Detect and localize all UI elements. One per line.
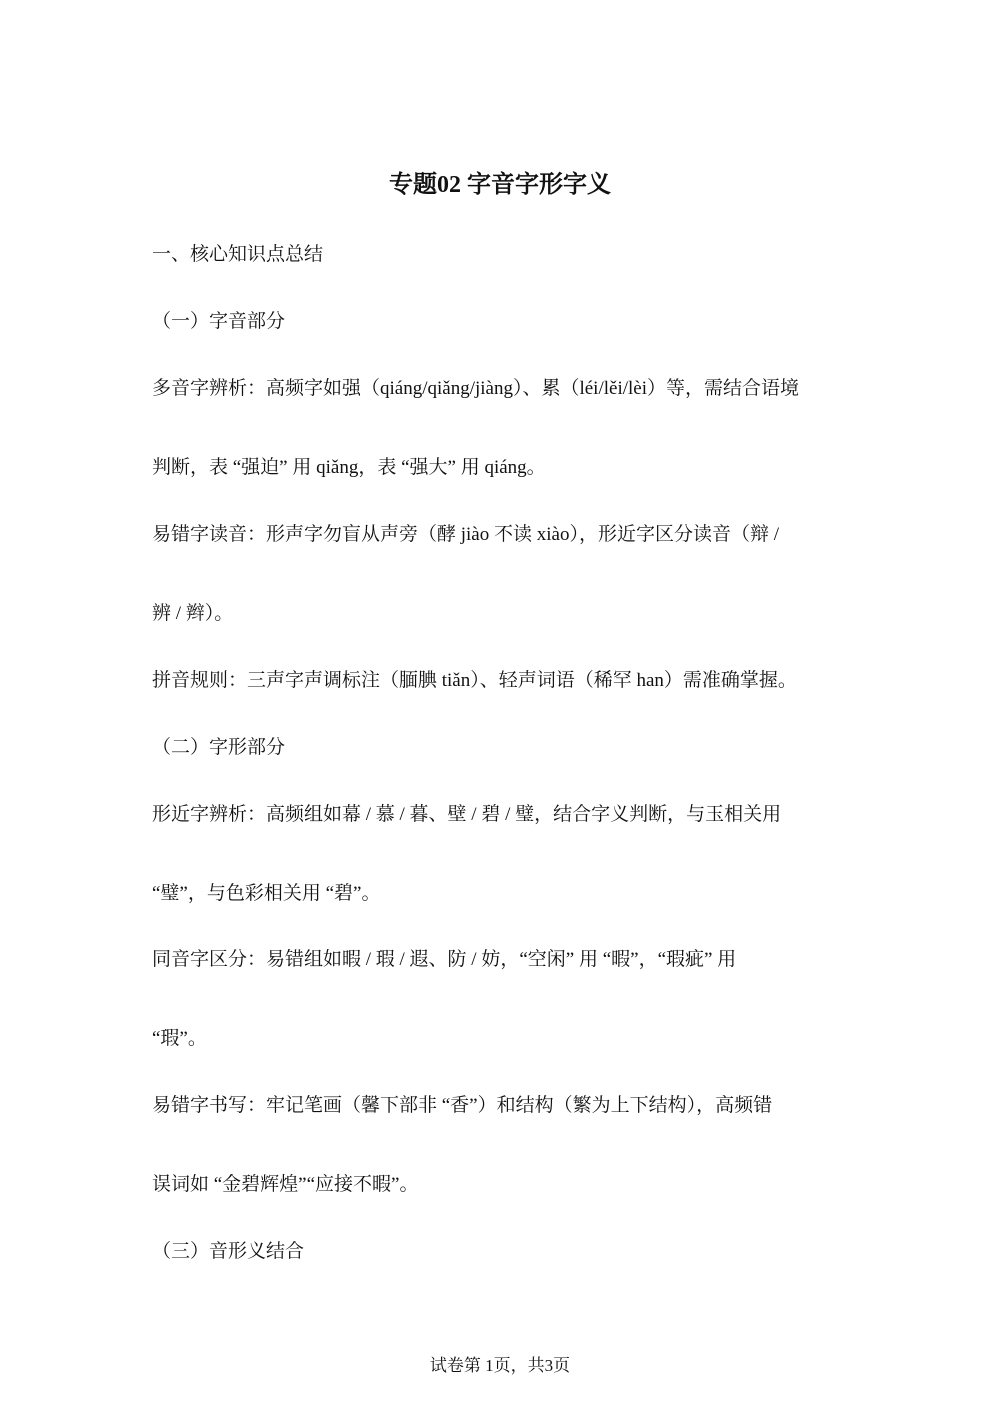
paragraph-homophone-line-1: 同音字区分：易错组如暇 / 瑕 / 遐、防 / 妨，“空闲” 用 “暇”，“瑕疵” 用 (152, 949, 737, 970)
subsection-heading-combined: （三）音形义结合 (152, 1241, 305, 1262)
paragraph-writing-line-2: 误词如 “金碧辉煌”“应接不暇”。 (152, 1174, 419, 1195)
paragraph-polyphonic-line-2: 判断，表 “强迫” 用 qiǎng，表 “强大” 用 qiáng。 (152, 457, 546, 478)
paragraph-polyphonic-line-1: 多音字辨析：高频字如强（qiáng/qiǎng/jiàng）、累（léi/lěi/lèi）等，需结合语境 (152, 378, 800, 399)
paragraph-misread-line-1: 易错字读音：形声字勿盲从声旁（酵 jiào 不读 xiào），形近字区分读音（辩 / (152, 524, 779, 545)
paragraph-similar-glyph-line-1: 形近字辨析：高频组如幕 / 慕 / 暮、壁 / 碧 / 璧，结合字义判断，与玉相关用 (152, 804, 782, 825)
page-footer: 试卷第 1页，共3页 (429, 1356, 571, 1375)
paragraph-misread-line-2: 辨 / 辫）。 (152, 603, 234, 624)
paragraph-pinyin-rules: 拼音规则：三声字声调标注（腼腆 tiǎn）、轻声词语（稀罕 han）需准确掌握。 (152, 670, 797, 691)
paragraph-writing-line-1: 易错字书写：牢记笔画（馨下部非 “香”）和结构（繁为上下结构），高频错 (152, 1095, 773, 1116)
paragraph-similar-glyph-line-2: “璧”，与色彩相关用 “碧”。 (152, 883, 381, 904)
subsection-heading-glyph: （二）字形部分 (152, 737, 286, 758)
section-heading-core-knowledge: 一、核心知识点总结 (152, 244, 324, 265)
paragraph-homophone-line-2: “瑕”。 (152, 1028, 207, 1049)
subsection-heading-pronunciation: （一）字音部分 (152, 311, 286, 332)
page-title: 专题02 字音字形字义 (389, 172, 611, 198)
